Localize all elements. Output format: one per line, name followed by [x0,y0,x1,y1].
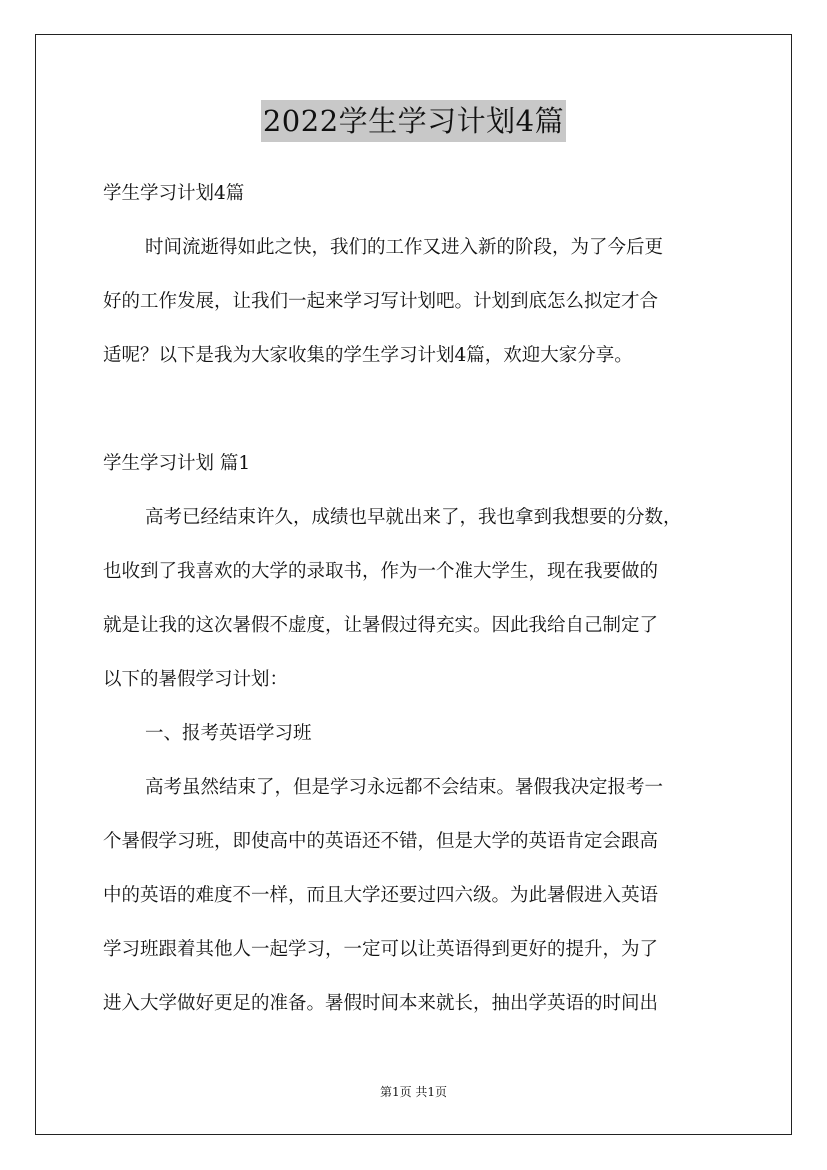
paragraph-line: 高考虽然结束了，但是学习永远都不会结束。暑假我决定报考一 [145,777,664,798]
subtitle-line: 学生学习计划4篇 [103,183,245,204]
paragraph-line: 个暑假学习班，即使高中的英语还不错，但是大学的英语肯定会跟高 [103,831,659,852]
paragraph-line: 中的英语的难度不一样，而且大学还要过四六级。为此暑假进入英语 [103,885,659,906]
title-container [0,100,827,142]
paragraph-line: 高考已经结束许久，成绩也早就出来了，我也拿到我想要的分数， [145,507,682,528]
paragraph-line: 适呢？以下是我为大家收集的学生学习计划4篇，欢迎大家分享。 [103,345,633,366]
paragraph-line: 也收到了我喜欢的大学的录取书，作为一个准大学生，现在我要做的 [103,561,659,582]
page-footer: 第1页 共1页 [379,1085,448,1099]
paragraph-line: 进入大学做好更足的准备。暑假时间本来就长，抽出学英语的时间出 [103,993,659,1014]
document-title: 2022学生学习计划4篇 [261,100,566,142]
paragraph-line: 以下的暑假学习计划： [103,669,289,690]
paragraph-line: 学习班跟着其他人一起学习，一定可以让英语得到更好的提升，为了 [103,939,659,960]
section-heading: 学生学习计划 篇1 [103,453,251,474]
paragraph-line: 时间流逝得如此之快，我们的工作又进入新的阶段，为了今后更 [145,237,664,258]
paragraph-line: 好的工作发展，让我们一起来学习写计划吧。计划到底怎么拟定才合 [103,291,659,312]
paragraph-line: 就是让我的这次暑假不虚度，让暑假过得充实。因此我给自己制定了 [103,615,659,636]
subsection-heading: 一、报考英语学习班 [145,723,312,744]
